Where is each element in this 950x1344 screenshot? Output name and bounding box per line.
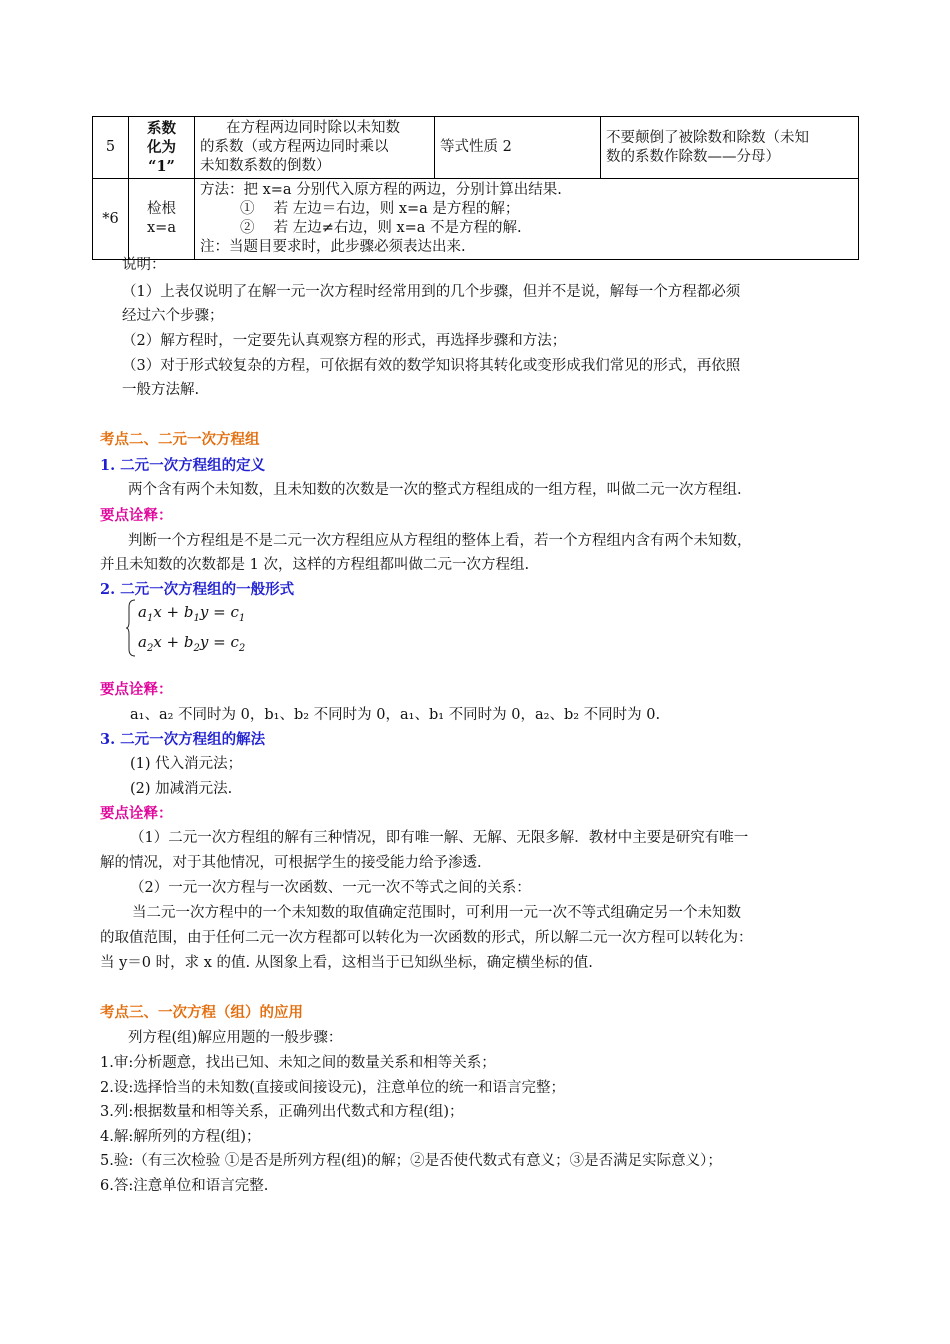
method-item: (2) 加减消元法. [130,781,233,797]
steps-intro: 列方程(组)解应用题的一般步骤： [128,1030,343,1046]
brace-symbol [126,599,136,657]
step-item: 3.列:根据数量和相等关系，正确列出代数式和方程(组)； [100,1104,464,1120]
key-point-text: a₁、a₂ 不同时为 0，b₁、b₂ 不同时为 0，a₁、b₁ 不同时为 0，a₂、b₂ 不同时为 0. [130,707,661,723]
key-point-text: （1）二元一次方程组的解有三种情况，即有唯一解、无解、无限多解．教材中主要是研究有唯一 [130,830,749,846]
step-basis: 等式性质 2 [435,117,601,179]
subsection-heading: 3. 二元一次方程组的解法 [100,731,266,748]
table-row [93,117,859,179]
explain-paragraph: （1）上表仅说明了在解一元一次方程时经常用到的几个步骤，但并不是说，解每一个方程都必须 [122,284,741,300]
key-point-text: 判断一个方程组是不是二元一次方程组应从方程组的整体上看，若一个方程组内含有两个未知数， [128,533,752,549]
key-point-label: 要点诠释： [100,507,173,524]
subsection-heading: 2. 二元一次方程组的一般形式 [100,581,295,598]
key-point-label: 要点诠释： [100,805,173,822]
step-number: *6 [93,179,129,260]
key-point-text: 并且未知数的次数都是 1 次，这样的方程组都叫做二元一次方程组. [100,557,530,573]
explain-title: 说明： [122,257,166,273]
step-number: 5 [93,117,129,179]
subsection-heading: 1. 二元一次方程组的定义 [100,457,266,474]
explain-paragraph: 一般方法解. [122,382,200,398]
key-point-label: 要点诠释： [100,681,173,698]
step-item: 5.验:（有三次检验 ①是否是所列方程(组)的解；②是否使代数式有意义；③是否满足实际意义）； [100,1153,722,1169]
section-heading: 考点三、一次方程（组）的应用 [100,1004,303,1021]
step-item: 6.答:注意单位和语言完整. [100,1178,269,1194]
step-description: 在方程两边同时除以未知数 的系数（或方程两边同时乘以 未知数系数的倒数） [195,117,435,179]
step-description: 方法：把 x=a 分别代入原方程的两边，分别计算出结果. ① 若 左边＝右边，则 x=a 是方程的解； ② 若 左边≠右边，则 x=a 不是方程的解. 注：当题目要求时，此步骤必须表达出来. [195,179,859,260]
key-point-text: 的取值范围，由于任何二元一次方程都可以转化为一次函数的形式，所以解二元一次方程可以转化为： [100,930,753,946]
equation-2: $a_2x + b_2y = c_2$ [138,633,246,654]
key-point-text: 当二元一次方程中的一个未知数的取值确定范围时，可利用一元一次不等式组确定另一个未知数 [132,905,741,921]
section-heading: 考点二、二元一次方程组 [100,431,260,448]
definition-text: 两个含有两个未知数，且未知数的次数是一次的整式方程组成的一组方程，叫做二元一次方程组. [128,482,742,498]
step-name: 系数 化为 “1” [129,117,195,179]
steps-table [92,116,859,260]
step-item: 4.解:解所列的方程(组)； [100,1129,261,1145]
step-note: 不要颠倒了被除数和除数（未知 数的系数作除数——分母） [601,117,859,179]
key-point-text: 解的情况，对于其他情况，可根据学生的接受能力给予渗透. [100,855,482,871]
equation-1: $a_1x + b_1y = c_1$ [138,603,246,624]
explain-paragraph: 经过六个步骤； [122,308,224,324]
step-item: 1.审:分析题意，找出已知、未知之间的数量关系和相等关系； [100,1055,496,1071]
explain-paragraph: （2）解方程时，一定要先认真观察方程的形式，再选择步骤和方法； [122,333,567,349]
method-item: (1) 代入消元法； [130,756,243,772]
key-point-text: （2）一元一次方程与一次函数、一元一次不等式之间的关系： [130,880,531,896]
key-point-text: 当 y＝0 时，求 x 的值. 从图象上看，这相当于已知纵坐标，确定横坐标的值. [100,955,593,971]
step-name: 检根 x=a [129,179,195,260]
explain-paragraph: （3）对于形式较复杂的方程，可依据有效的数学知识将其转化或变形成我们常见的形式，再依照 [122,358,741,374]
step-item: 2.设:选择恰当的未知数(直接或间接设元)，注意单位的统一和语言完整； [100,1080,566,1096]
table-row [93,179,859,260]
